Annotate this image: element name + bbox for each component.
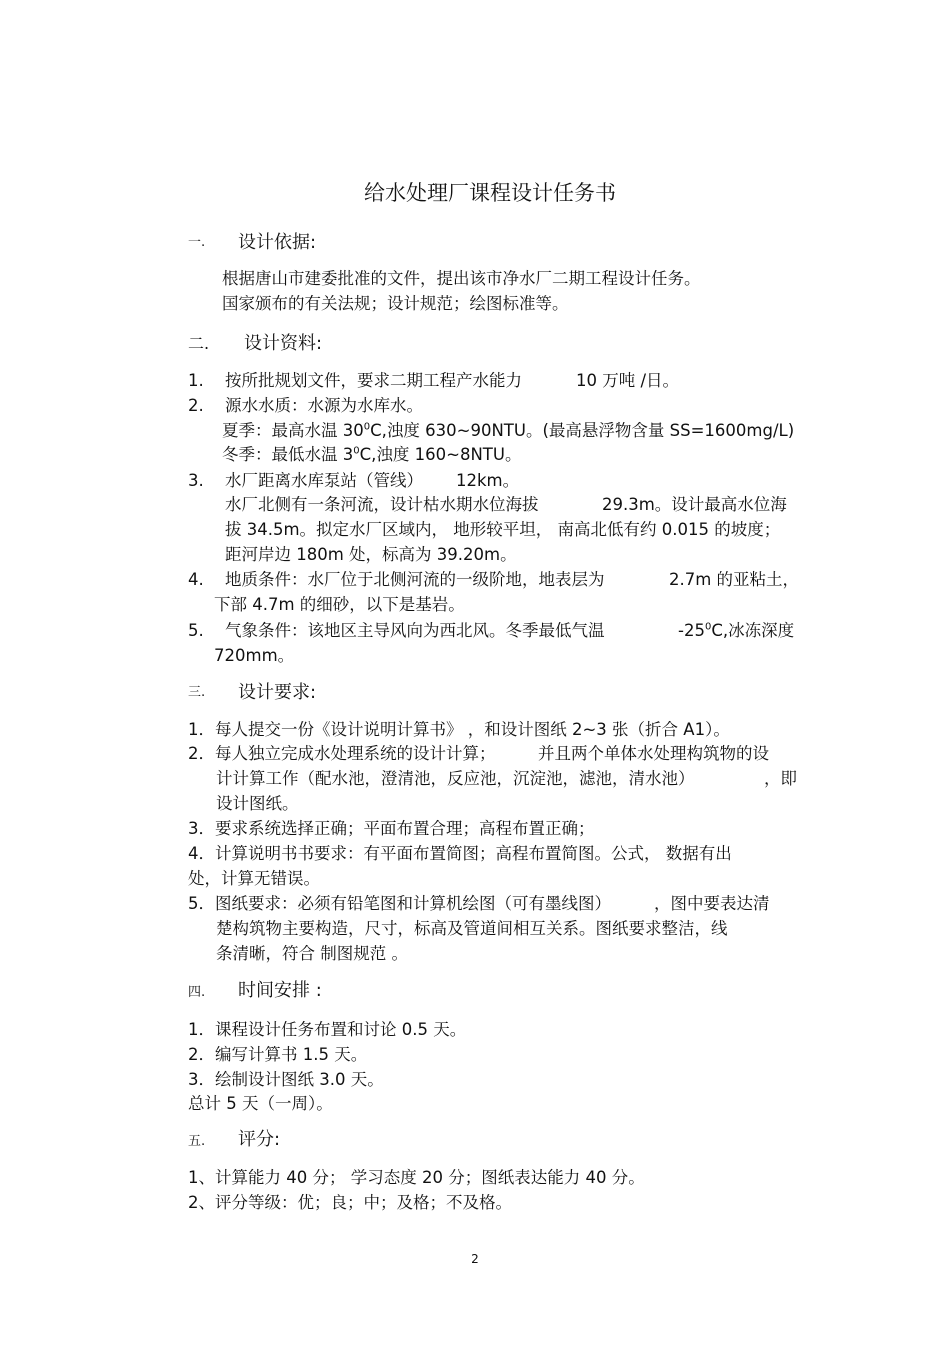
summer-quality-a: 夏季：最高水温 30 (222, 421, 364, 440)
data-item-4-value: 2.7m 的亚粘土， (669, 570, 800, 589)
schedule-total: 总计 5 天（一周）。 (188, 1094, 333, 1113)
data-item-3-line-4: 距河岸边 180m 处，标高为 39.20m。 (225, 545, 517, 564)
schedule-item-2: 2．编写计算书 1.5 天。 (188, 1045, 368, 1064)
section-2-number: 二. (188, 334, 210, 353)
winter-degree-sup: 0 (353, 445, 360, 457)
section-5-heading: 评分: (238, 1129, 281, 1150)
data-item-3-text: 水厂距离水库泵站（管线） (225, 471, 423, 490)
data-item-5-value-line (678, 620, 794, 642)
data-item-3-value: 12km。 (456, 471, 520, 490)
data-item-5-number: 5. (188, 621, 204, 640)
data-item-2-text: 源水水质：水源为水库水。 (225, 396, 423, 415)
grading-line-2: 2、评分等级：优；良；中；及格；不及格。 (188, 1193, 512, 1212)
winter-quality-b: C,浊度 160~8NTU。 (359, 445, 522, 464)
min-temp-degree-sup: 0 (704, 621, 712, 633)
grading-line-1: 1、计算能力 40 分； 学习态度 20 分；图纸表达能力 40 分。 (188, 1168, 645, 1187)
min-temp-a: -25 (678, 621, 705, 640)
data-item-1-value: 10 万吨 /日。 (576, 371, 680, 390)
basis-line-2: 国家颁布的有关法规；设计规范；绘图标准等。 (222, 294, 569, 313)
section-5-number: 五. (188, 1134, 206, 1149)
section-2-heading: 设计资料: (244, 333, 323, 354)
page-number: 2 (471, 1252, 479, 1266)
requirement-2-line-2b: ，即 (764, 769, 797, 788)
requirement-2-line-1: 2．每人独立完成水处理系统的设计计算； (188, 744, 496, 763)
data-item-3-number: 3. (188, 471, 204, 490)
data-item-3-line-2: 水厂北侧有一条河流，设计枯水期水位海拔 (225, 495, 539, 514)
data-item-5-line-2: 720mm。 (214, 646, 295, 665)
requirement-2-line-2: 计计算工作（配水池，澄清池，反应池，沉淀池，滤池，清水池） (216, 769, 695, 788)
section-1-number: 一. (188, 235, 206, 250)
requirement-4-line-1: 4．计算说明书书要求：有平面布置简图；高程布置简图。公式， 数据有出 (188, 844, 732, 863)
data-item-3-line-3: 拔 34.5m。拟定水厂区域内， 地形较平坦， 南高北低有约 0.015 的坡度； (225, 520, 781, 539)
data-item-2-number: 2. (188, 396, 204, 415)
data-item-4-line-2: 下部 4.7m 的细砂，以下是基岩。 (214, 595, 465, 614)
requirement-5-line-3: 条清晰，符合 制图规范 。 (216, 944, 408, 963)
data-item-1-number: 1. (188, 371, 204, 390)
summer-degree-sup: 0 (363, 421, 371, 433)
requirement-5-line-2: 楚构筑物主要构造，尺寸，标高及管道间相互关系。图纸要求整洁，线 (216, 919, 728, 938)
data-item-4-number: 4. (188, 570, 204, 589)
requirement-4-line-2: 处，计算无错误。 (188, 869, 320, 888)
section-1-heading: 设计依据: (238, 232, 317, 253)
requirement-2-line-1b: 并且两个单体水处理构筑物的设 (538, 744, 769, 763)
data-item-4-text: 地质条件：水厂位于北侧河流的一级阶地，地表层为 (225, 570, 605, 589)
schedule-item-3: 3．绘制设计图纸 3.0 天。 (188, 1070, 384, 1089)
requirement-3: 3．要求系统选择正确；平面布置合理；高程布置正确； (188, 819, 595, 838)
basis-line-1: 根据唐山市建委批准的文件，提出该市净水厂二期工程设计任务。 (222, 269, 701, 288)
data-item-1-text: 按所批规划文件，要求二期工程产水能力 (225, 371, 522, 390)
data-item-3-line-2b: 29.3m。设计最高水位海 (602, 495, 787, 514)
data-item-5-text: 气象条件：该地区主导风向为西北风。冬季最低气温 (225, 621, 605, 640)
winter-quality-a: 冬季：最低水温 3 (222, 445, 354, 464)
section-3-heading: 设计要求: (238, 682, 317, 703)
requirement-2-line-3: 设计图纸。 (216, 794, 299, 813)
requirement-1: 1．每人提交一份《设计说明计算书》 ，和设计图纸 2~3 张（折合 A1）。 (188, 720, 730, 739)
section-3-number: 三. (188, 685, 206, 700)
requirement-5-line-1b: ，图中要表达清 (654, 894, 770, 913)
summer-quality-line (222, 420, 794, 442)
section-4-number: 四. (188, 985, 206, 1000)
summer-quality-b: C,浊度 630~90NTU。(最高悬浮物含量 SS=1600mg/L) (370, 421, 795, 440)
section-4-heading: 时间安排 : (238, 980, 322, 1001)
schedule-item-1: 1．课程设计任务布置和讨论 0.5 天。 (188, 1020, 467, 1039)
document-title: 给水处理厂课程设计任务书 (364, 181, 616, 205)
winter-quality-line (222, 444, 521, 466)
requirement-5-line-1: 5．图纸要求：必须有铅笔图和计算机绘图（可有墨线图） (188, 894, 611, 913)
min-temp-b: C,冰冻深度 (711, 621, 795, 640)
